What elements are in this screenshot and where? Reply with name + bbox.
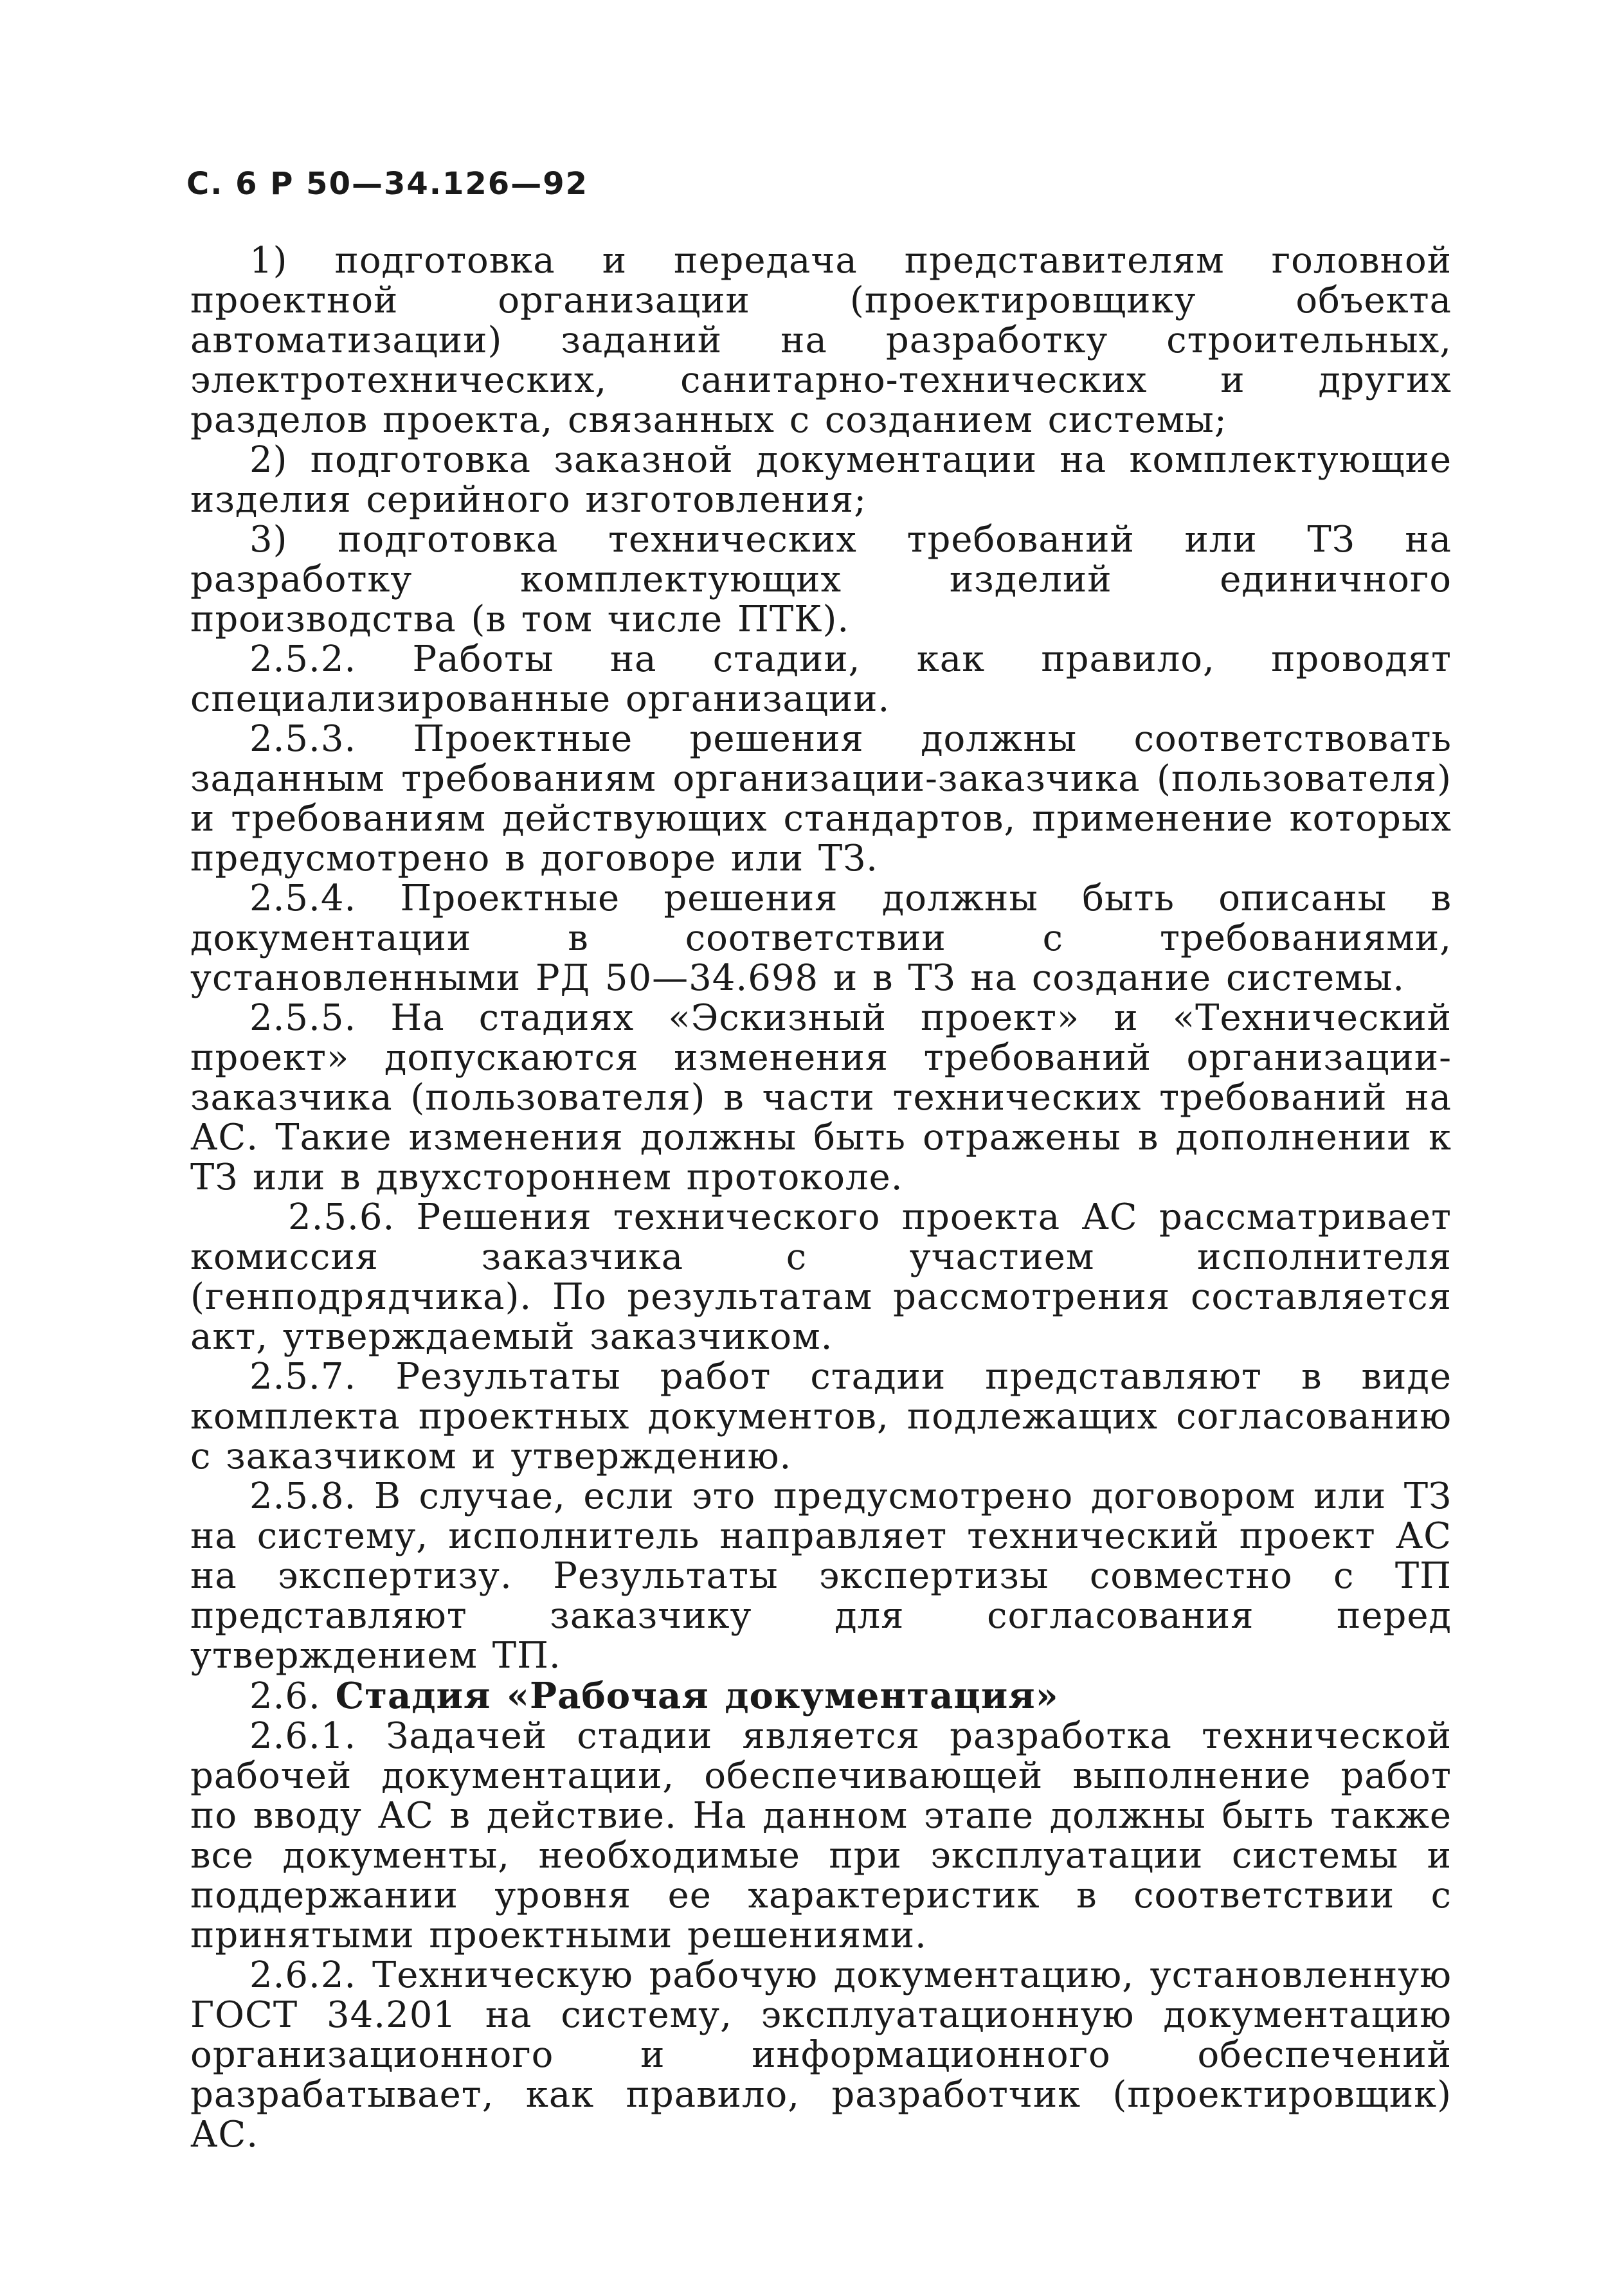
clause-2-5-3: 2.5.3. Проектные решения должны соответствовать заданным требованиям организации-заказчика (пользователя) и требованиям действующих стандартов, применение которых предусмотрено в договоре или ТЗ.	[190, 718, 1452, 879]
list-item-3: 3) подготовка технических требований или ТЗ на разработку комплектующих изделий единичного производства (в том числе ПТК).	[190, 519, 1452, 640]
section-number: 2.6.	[249, 1675, 321, 1717]
clause-2-5-4: 2.5.4. Проектные решения должны быть описаны в документации в соответствии с требованиями, установленными РД 50—34.698 и в ТЗ на создание системы.	[190, 878, 1452, 999]
clause-2-5-6: 2.5.6. Решения технического проекта АС рассматривает комиссия заказчика с участием исполнителя (генподрядчика). По результатам рассмотрения составляется акт, утверждаемый заказчиком.	[190, 1196, 1452, 1358]
clause-2-5-7: 2.5.7. Результаты работ стадии представляют в виде комплекта проектных документов, подлежащих согласованию с заказчиком и утверждению.	[190, 1356, 1452, 1477]
clause-2-6-1: 2.6.1. Задачей стадии является разработка технической рабочей документации, обеспечивающей выполнение работ по вводу АС в действие. На данном этапе должны быть также все документы, необходимые при эксплуатации системы и поддержании уровня ее характеристик в соответствии с принятыми проектными решениями.	[190, 1715, 1452, 1956]
list-item-1: 1) подготовка и передача представителям головной проектной организации (проектировщику объекта автоматизации) заданий на разработку строительных, электротехнических, санитарно-технических и других разделов проекта, связанных с созданием системы;	[190, 240, 1452, 441]
section-title: Стадия «Рабочая документация»	[335, 1675, 1059, 1717]
clause-2-5-2: 2.5.2. Работы на стадии, как правило, проводят специализированные организации.	[190, 638, 1452, 720]
section-heading	[190, 1676, 1452, 1716]
document-body	[190, 241, 1452, 2155]
clause-2-5-8: 2.5.8. В случае, если это предусмотрено договором или ТЗ на систему, исполнитель направляет технический проект АС на экспертизу. Результаты экспертизы совместно с ТП представляют заказчику для согласования перед утверждением ТП.	[190, 1475, 1452, 1677]
list-item-2: 2) подготовка заказной документации на комплектующие изделия серийного изготовления;	[190, 439, 1452, 521]
clause-2-6-2: 2.6.2. Техническую рабочую документацию, установленную ГОСТ 34.201 на систему, эксплуатационную документацию организационного и информационного обеспечений разрабатывает, как правило, разработчик (проектировщик) АС.	[190, 1954, 1452, 2156]
page-header: С. 6 Р 50—34.126—92	[186, 166, 588, 202]
clause-2-5-5: 2.5.5. На стадиях «Эскизный проект» и «Технический проект» допускаются изменения требований организации-заказчика (пользователя) в части технических требований на АС. Такие изменения должны быть отражены в дополнении к ТЗ или в двухстороннем протоколе.	[190, 997, 1452, 1198]
